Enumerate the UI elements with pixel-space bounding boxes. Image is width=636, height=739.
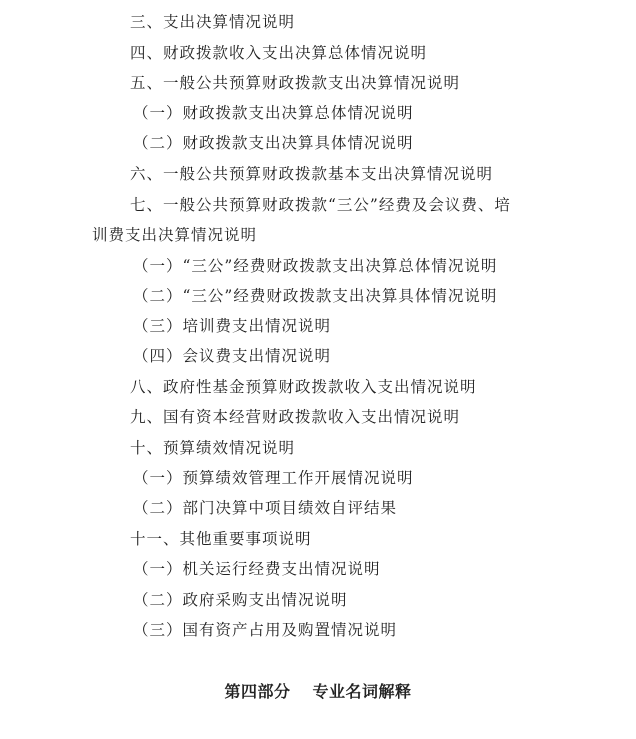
toc-item-5-1: （一）财政拨款支出决算总体情况说明 — [133, 104, 414, 122]
toc-item-4: 四、财政拨款收入支出决算总体情况说明 — [130, 44, 428, 62]
toc-item-7-1: （一）“三公”经费财政拨款支出决算总体情况说明 — [133, 257, 498, 275]
toc-item-10: 十、预算绩效情况说明 — [130, 439, 296, 457]
toc-item-10-2: （二）部门决算中项目绩效自评结果 — [133, 499, 398, 517]
toc-item-11-1: （一）机关运行经费支出情况说明 — [133, 560, 381, 578]
toc-item-8: 八、政府性基金预算财政拨款收入支出情况说明 — [130, 378, 477, 396]
toc-item-7-4: （四）会议费支出情况说明 — [133, 347, 332, 365]
part-title: 专业名词解释 — [312, 682, 412, 701]
toc-item-7-line1: 七、一般公共预算财政拨款“三公”经费及会议费、培 — [130, 196, 511, 214]
toc-item-9: 九、国有资本经营财政拨款收入支出情况说明 — [130, 408, 461, 426]
toc-item-7-3: （三）培训费支出情况说明 — [133, 317, 332, 335]
toc-item-7-line2: 训费支出决算情况说明 — [92, 226, 258, 244]
toc-item-5-2: （二）财政拨款支出决算具体情况说明 — [133, 134, 414, 152]
toc-item-11: 十一、其他重要事项说明 — [130, 530, 312, 548]
toc-item-11-3: （三）国有资产占用及购置情况说明 — [133, 621, 398, 639]
toc-item-5: 五、一般公共预算财政拨款支出决算情况说明 — [130, 74, 461, 92]
toc-item-11-2: （二）政府采购支出情况说明 — [133, 591, 348, 609]
toc-item-10-1: （一）预算绩效管理工作开展情况说明 — [133, 469, 414, 487]
toc-item-3: 三、支出决算情况说明 — [130, 13, 296, 31]
part-heading — [0, 681, 636, 703]
toc-item-6: 六、一般公共预算财政拨款基本支出决算情况说明 — [130, 165, 494, 183]
toc-item-7-2: （二）“三公”经费财政拨款支出决算具体情况说明 — [133, 287, 498, 305]
part-label: 第四部分 — [224, 682, 291, 701]
